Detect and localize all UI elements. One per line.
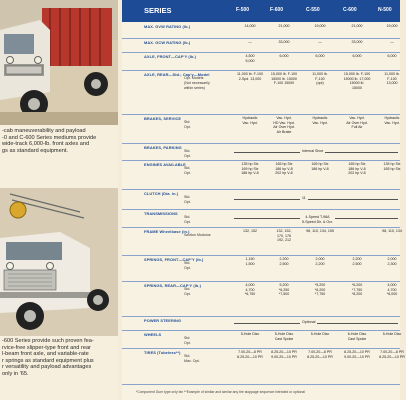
truck-photo-bottom: [0, 188, 118, 336]
spec-cell: —: [318, 40, 322, 44]
series-heading: SERIES: [144, 6, 172, 15]
spec-row: [122, 70, 400, 115]
spec-row-label: MAX. GCW RATING (lb.): [144, 40, 191, 45]
spec-cell: 165 hp Six 186 hp V-8: [311, 162, 329, 171]
spec-row-label: WHEELS: [144, 332, 162, 337]
spec-row-label: AXLE, FRONT—CAP'Y (lb.): [144, 54, 197, 59]
spec-row-sublabel: Std. Opt.: [184, 195, 191, 204]
spec-row-label: SPRINGS, REAR—CAP'Y (lb.): [144, 283, 201, 288]
spec-cell: 7.00-20—8 PR 8.25-20—10 PR: [307, 350, 333, 359]
spec-row-label: ENGINES AVAILABLE: [144, 162, 186, 167]
spec-row: [122, 316, 400, 331]
spec-row: [122, 255, 400, 282]
spec-cell: 8.25-20—10 PR 9.00-20—10 PR: [344, 350, 370, 359]
spec-row-label: TIRES (Tubeless**): [144, 350, 181, 355]
spec-row: [122, 189, 400, 210]
spec-row: [122, 209, 400, 228]
blurb-line: only in '65.: [2, 370, 29, 377]
spec-cell: —: [390, 40, 394, 44]
spec-cell: 15,000 lb. F-100 15000 lb. 15000 F-100 15000: [270, 72, 298, 86]
spec-row: [122, 143, 400, 161]
spec-row-sublabel: Std. Opt.: [184, 149, 191, 158]
spec-cell: 33,000: [278, 40, 290, 44]
blurb-line: wide-track 6,000-lb. front axles and: [2, 141, 90, 148]
spec-cell: 135 hp Six 165 hp Six: [383, 162, 401, 171]
spec-row: [122, 160, 400, 190]
spec-cell: *5,200 *6,200 *7,750: [314, 283, 326, 297]
column-header: N-500: [378, 7, 392, 13]
spec-cell: 11,000 lb. F-100 (opt): [312, 72, 328, 86]
spec-row-sublabel: Section Modulus: [184, 233, 211, 237]
spec-cell: 33,000: [351, 40, 363, 44]
column-header: F-600: [270, 7, 284, 13]
column-header: C-600: [343, 7, 357, 13]
blurb-line: gs as standard equipment.: [2, 147, 68, 154]
spec-row: [122, 281, 400, 317]
spec-cell: 5-Hole Disc Cast Spoke: [274, 332, 294, 341]
spec-cell: 2,200 2,500: [279, 257, 289, 266]
spec-cell: 11,000 lb. F-100 2-Spd. 13,000: [237, 72, 263, 81]
left-column: [0, 0, 118, 400]
spec-cell: 4,500 5,000: [245, 54, 255, 63]
spec-cell: 2,000 2,300: [387, 257, 397, 266]
spec-cell: 21,000: [351, 24, 363, 28]
spec-row-sublabel: Std. Opt.: [184, 261, 191, 270]
spec-row: [122, 22, 400, 39]
spec-cell: 19,000: [386, 24, 398, 28]
column-header: F-500: [236, 7, 250, 13]
spec-cell: Vac. Hyd. HD Vac. Hyd. Air Over Hyd. Air Brake: [273, 116, 295, 134]
spec-row-sublabel: Std. Opt.: [184, 120, 191, 129]
spec-cell: 98, 110, 134, 155: [306, 229, 334, 233]
spec-cell: 7.00-20—8 PR 8.25-20—10 PR: [237, 350, 263, 359]
spec-cell: 5,200 *6,250 *7,500: [278, 283, 290, 297]
blurb-line: -600 Series provide such proven fea-: [2, 338, 94, 344]
span-rule: [234, 199, 398, 200]
spec-span-cell: Optional: [302, 320, 316, 324]
spec-row-label: MAX. GVW RATING (lb.): [144, 24, 191, 29]
spec-row-label: BRAKES, PARKING: [144, 145, 182, 150]
spec-row: [122, 38, 400, 53]
spec-cell: *6,200 *7,750 *8,200: [351, 283, 363, 297]
spec-cell: 135 hp Six 169 hp Six 186 hp V-8: [241, 162, 259, 176]
spec-cell: 5-Hole Disc: [310, 332, 330, 336]
spec-cell: 5-Hole Disc: [382, 332, 402, 336]
spec-table: [122, 0, 405, 400]
spec-row-label: CLUTCH (Dia. in.): [144, 191, 179, 196]
spec-row-sublabel: Std. Opt.: [184, 287, 191, 296]
spec-span-cell: Internal Shoe: [302, 148, 324, 153]
spec-cell: 4,000 4,700 *6,750: [244, 283, 256, 297]
spec-span-cell: 11: [302, 196, 306, 200]
spec-cell: 6-Hole Disc Cast Spoke: [347, 332, 367, 341]
spec-row-sublabel: Opt. Models (Not necessarily within series): [184, 76, 210, 90]
spec-cell: 21,000: [278, 24, 290, 28]
spec-span-cell: 4-Speed T-98A 5-Speed Dir. & Ovr.: [302, 215, 333, 224]
spec-cell: 11,000 lb. F-100 13,000: [384, 72, 400, 86]
spec-table-header: [122, 0, 400, 22]
spec-cell: 2,200 2,500: [352, 257, 362, 266]
spec-cell: Vac. Hyd. Air Over Hyd. Full Air: [346, 116, 368, 130]
spec-cell: Hydraulic Vac. Hyd.: [384, 116, 400, 125]
spec-cell: 2,000 2,200: [315, 257, 325, 266]
spec-row: [122, 52, 400, 71]
blurb-line: r springs as standard equipment plus: [2, 357, 94, 364]
spec-cell: 1,150 1,500: [245, 257, 255, 266]
spec-cell: 165 hp Six 186 hp V-8 202 hp V-8: [275, 162, 293, 176]
spec-cell: 6,000: [315, 54, 325, 58]
spec-cell: 165 hp Six 186 hp V-8 202 hp V-8: [348, 162, 366, 176]
truck-photo-top: [0, 0, 118, 125]
spec-row-sublabel: Std. Opt.: [184, 215, 191, 224]
spec-row-label: TRANSMISSIONS: [144, 211, 178, 216]
column-header: C-550: [306, 7, 320, 13]
blurb-line: r versatility and payload advantages: [2, 364, 92, 371]
spec-cell: 5-Hole Disc: [240, 332, 260, 336]
spec-cell: 6,000: [352, 54, 362, 58]
spec-cell: 4,000 4,700 *6,000: [386, 283, 398, 297]
spec-cell: 98, 110, 134: [382, 229, 402, 233]
spec-row: [122, 348, 405, 385]
blurb-line: rvice-free slipper-type front and rear: [2, 344, 91, 351]
spec-cell: 6,000: [387, 54, 397, 58]
spec-row-label: POWER STEERING: [144, 318, 182, 323]
spec-cell: 132, 152, 170, 176 192, 212: [276, 229, 292, 243]
spec-row-sublabel: Std. Opt.: [184, 166, 191, 175]
footnote: *Component Gum type only bin **Example of similar and similar any tire stoppage sequence intended or optional: [136, 390, 306, 394]
spec-row-sublabel: Std. Opt.: [184, 336, 191, 345]
spec-cell: 19,000: [314, 24, 326, 28]
spec-row-label: SPRINGS, FRONT—CAP'Y (lb.): [144, 257, 204, 262]
blurb-line: -0 and C-600 Series mediums provide: [2, 134, 97, 141]
spec-cell: 6,000: [279, 54, 289, 58]
spec-cell: Hydraulic Vac. Hyd.: [242, 116, 258, 125]
blurb-line: -cab maneuverability and payload: [2, 128, 86, 134]
spec-cell: Hydraulic Vac. Hyd.: [312, 116, 328, 125]
spec-row: [122, 114, 400, 144]
spec-row: [122, 330, 400, 349]
spec-cell: 8.25-20—10 PR 9.00-20—10 PR: [271, 350, 297, 359]
intro-copy-top: [2, 128, 116, 154]
spec-cell: 14,000: [244, 24, 256, 28]
spec-cell: 132, 152: [243, 229, 257, 233]
spec-row-label: FRAME Wheelbase (in.): [144, 229, 190, 234]
spec-cell: —: [248, 40, 252, 44]
blurb-line: l-beam front axle, and variable-rate: [2, 351, 89, 358]
spec-cell: 15,000 lb. F-100 15000 lb. 17,000 15000 lb. 15000: [343, 72, 371, 90]
intro-copy-bottom: [2, 338, 116, 378]
spec-row: [122, 227, 400, 256]
spec-row-label: AXLE, REAR—Std.; Cap'y—Model: [144, 72, 210, 77]
spec-row-label: BRAKES, SERVICE: [144, 116, 182, 121]
spec-cell: 7.00-20—8 PR 8.25-20—10 PR: [379, 350, 405, 359]
spec-row-sublabel: Std. Max. Opt.: [184, 354, 200, 363]
